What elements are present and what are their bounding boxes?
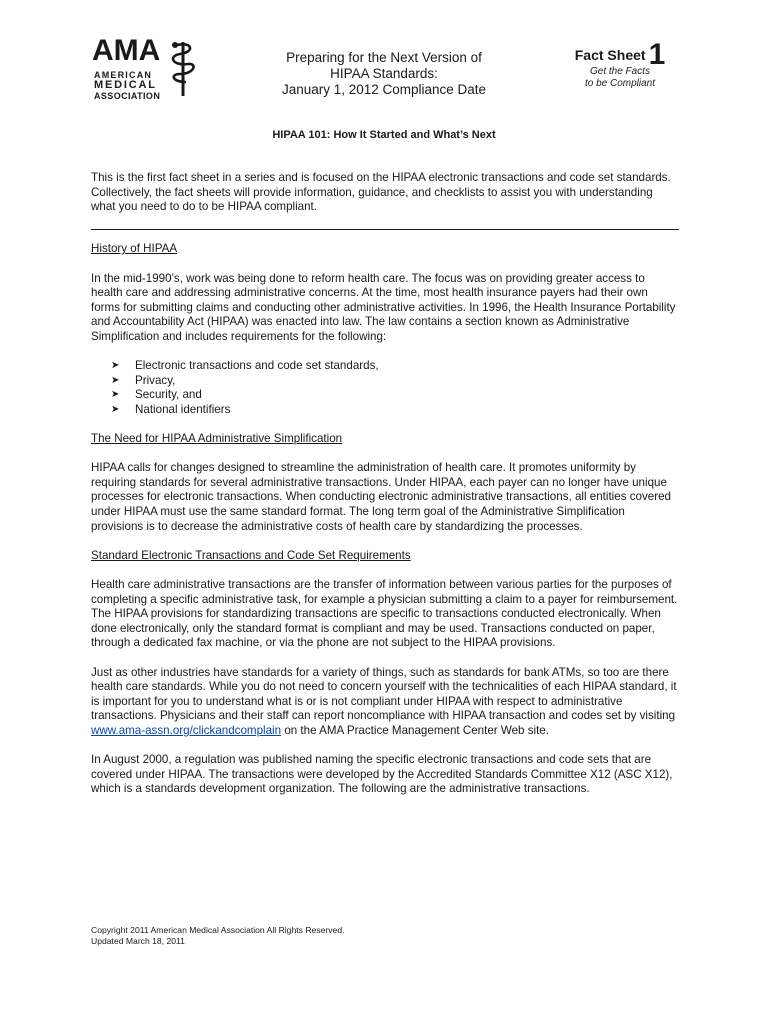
fact-sheet-label: Fact Sheet — [574, 47, 646, 63]
list-item: ➤ Security, and — [111, 388, 202, 402]
fact-sheet-number: 1 — [648, 38, 666, 71]
list-item: ➤ Electronic transactions and code set standards, — [111, 359, 379, 373]
requirements-list — [91, 359, 679, 417]
history-paragraph: In the mid-1990’s, work was being done to reform health care. The focus was on providing greater access to health care and addressing administrative concerns. At the time, most health insurance payers had their own forms for submitting claims and conducting other administrative activities. In 1996, the Health Insurance Portability and Accountability Act (HIPAA) was enacted into law. The law contains a section known as Administrative Simplification and includes requirements for the following: — [91, 271, 676, 343]
arrow-bullet-icon: ➤ — [111, 403, 120, 415]
standards-paragraph-1: Health care administrative transactions are the transfer of information between various parties for the purposes of completing a specific administrative task, for example a physician submitting a claim to a payer for reimbursement. The HIPAA provisions for standardizing transactions are specific to transactions conducted electronically. When done electronically, only the standard format is compliant and may be used. Transactions conducted on paper, through a dedicated fax machine, or via the phone are not subject to the HIPAA provisions. — [91, 578, 678, 650]
standards-paragraph-2: Just as other industries have standards for a variety of things, such as standards for bank ATMs, so too are there health care standards. While you do not need to concern yourself with the technicalities of each HIPAA standard, it is important for you to understand what is or is not compliant under HIPAA with respect to administrative transactions. Physicians and their staff can report noncompliance with HIPAA transaction and codes set by visiting www.ama-assn.org/clickandcomplain on the AMA Practice Management Center Web site. — [91, 665, 677, 737]
logo-line-american: AMERICAN — [94, 70, 153, 80]
ama-logo — [92, 36, 204, 100]
header-title-line1: Preparing for the Next Version of — [286, 50, 482, 65]
arrow-bullet-icon: ➤ — [111, 389, 120, 401]
intro-paragraph: This is the first fact sheet in a series and is focused on the HIPAA electronic transactions and code set standards. Collectively, the fact sheets will provide information, guidance, and checklists to assist you with understanding what you need to do to be HIPAA compliant. — [91, 171, 671, 214]
list-item: ➤ National identifiers — [111, 402, 231, 416]
fact-sheet-tagline-2: to be Compliant — [584, 78, 656, 89]
arrow-bullet-icon: ➤ — [111, 360, 120, 372]
section-heading-standards: Standard Electronic Transactions and Code Set Requirements — [91, 548, 411, 562]
copyright-text: Copyright 2011 American Medical Association All Rights Reserved. — [91, 925, 345, 935]
logo-acronym: AMA — [92, 34, 161, 67]
header-title — [262, 50, 506, 98]
section-divider — [91, 229, 679, 230]
section-heading-need: The Need for HIPAA Administrative Simplification — [91, 432, 343, 446]
fact-sheet-tagline-1: Get the Facts — [589, 66, 651, 77]
section-heading-history: History of HIPAA — [91, 242, 178, 256]
header-title-line3: January 1, 2012 Compliance Date — [281, 82, 487, 97]
document-title: HIPAA 101: How It Started and What’s Next — [272, 129, 496, 141]
clickandcomplain-link[interactable]: www.ama-assn.org/clickandcomplain — [91, 723, 282, 737]
logo-line-medical: MEDICAL — [94, 79, 157, 91]
logo-line-association: ASSOCIATION — [94, 91, 161, 101]
need-paragraph: HIPAA calls for changes designed to streamline the administration of health care. It promotes uniformity by requiring standards for several administrative transactions. Under HIPAA, each payer can no longer have unique processes for electronic transactions. When conducting electronic administrative transactions, all entities covered under HIPAA must use the same standard format. The long term goal of the Administrative Simplification provisions is to decrease the administrative costs of health care by standardizing the processes. — [91, 461, 671, 533]
staff-of-asclepius-icon — [166, 36, 200, 98]
arrow-bullet-icon: ➤ — [111, 374, 120, 386]
document-body — [91, 171, 679, 812]
page-footer — [91, 925, 344, 946]
header-title-line2: HIPAA Standards: — [330, 66, 438, 81]
standards-paragraph-3: In August 2000, a regulation was published naming the specific electronic transactions and code sets that are covered under HIPAA. The transactions were developed by the Accredited Standards Committee X12 (ASC X12), which is a standards development organization. The following are the administrative transactions. — [91, 753, 673, 796]
updated-date: Updated March 18, 2011 — [91, 935, 185, 946]
list-item: ➤ Privacy, — [111, 373, 176, 387]
fact-sheet-badge — [560, 40, 680, 90]
